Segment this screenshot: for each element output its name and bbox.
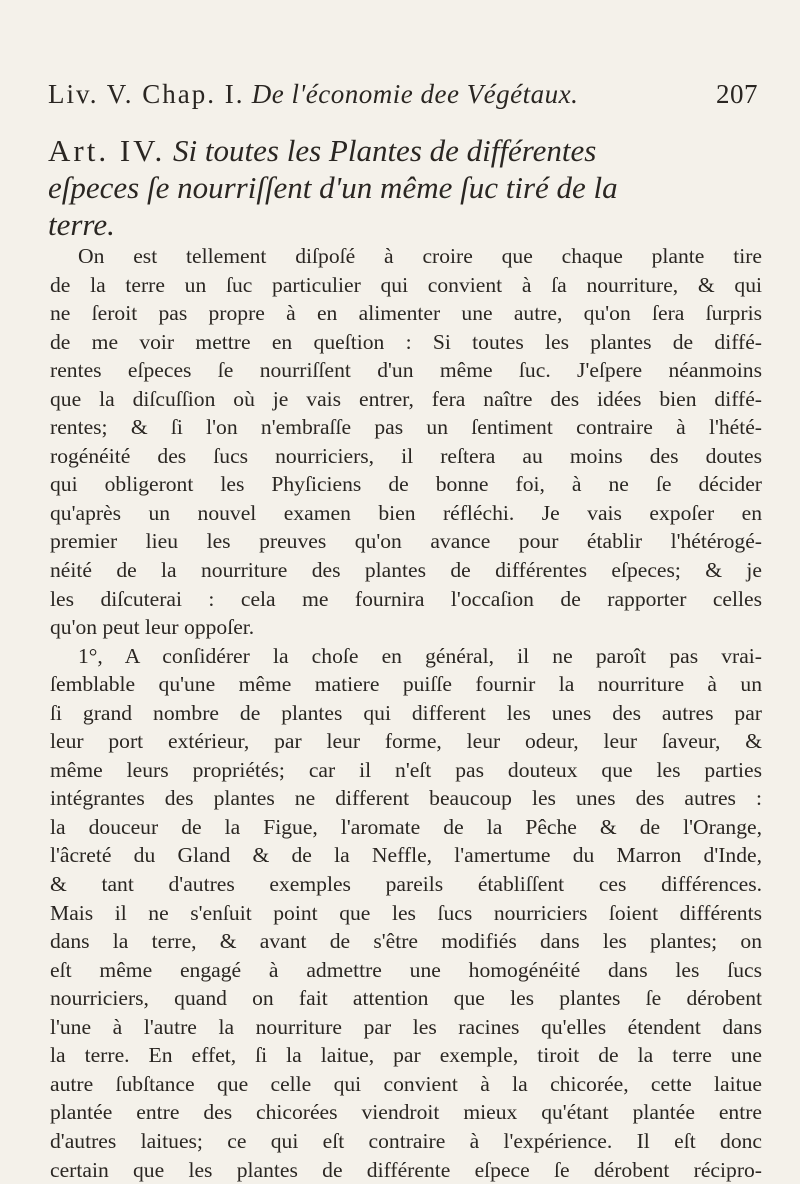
text-line: autre ſubſtance que celle qui convient à la chicorée, cette laitue (50, 1070, 762, 1099)
text-line: ne ſeroit pas propre à en alimenter une autre, qu'on ſera ſurpris (50, 299, 762, 328)
text-line: l'âcreté du Gland & de la Neffle, l'amertume du Marron d'Inde, (50, 841, 762, 870)
article-title-line: Si toutes les Plantes de différentes (173, 133, 596, 168)
text-line: leur port extérieur, par leur forme, leur odeur, leur ſaveur, & (50, 727, 762, 756)
text-line: que la diſcuſſion où je vais entrer, fera naître des idées bien diffé- (50, 385, 762, 414)
text-line: Mais il ne s'enſuit point que les ſucs nourriciers ſoient différents (50, 899, 762, 928)
article-title-line: eſpeces ſe nourriſſent d'un même ſuc tiré de la (48, 169, 768, 206)
article-label: Art. IV. (48, 133, 165, 168)
text-line: 1°, A conſidérer la choſe en général, il ne paroît pas vrai- (50, 642, 762, 671)
body-text (50, 242, 762, 1184)
text-line: eſt même engagé à admettre une homogénéité dans les ſucs (50, 956, 762, 985)
text-line: rentes; & ſi l'on n'embraſſe pas un ſentiment contraire à l'hété- (50, 413, 762, 442)
running-head-chapter: Liv. V. Chap. I. (48, 79, 245, 109)
text-line: la douceur de la Figue, l'aromate de la Pêche & de l'Orange, (50, 813, 762, 842)
text-line: même leurs propriétés; car il n'eſt pas douteux que les parties (50, 756, 762, 785)
text-line: & tant d'autres exemples pareils établiſſent ces différences. (50, 870, 762, 899)
article-title-line: terre. (48, 206, 768, 243)
text-line: rentes eſpeces ſe nourriſſent d'un même ſuc. J'eſpere néanmoins (50, 356, 762, 385)
text-line: nourriciers, quand on fait attention que les plantes ſe dérobent (50, 984, 762, 1013)
text-line: rogénéité des ſucs nourriciers, il reſtera au moins des doutes (50, 442, 762, 471)
article-heading-line-1 (48, 132, 768, 169)
text-line: dans la terre, & avant de s'être modifiés dans les plantes; on (50, 927, 762, 956)
text-line: la terre. En effet, ſi la laitue, par exemple, tiroit de la terre une (50, 1041, 762, 1070)
running-head-title: De l'économie dee Végétaux. (252, 79, 579, 109)
text-line: qu'après un nouvel examen bien réfléchi. Je vais expoſer en (50, 499, 762, 528)
text-line: qui obligeront les Phyſiciens de bonne foi, à ne ſe décider (50, 470, 762, 499)
text-line: premier lieu les preuves qu'on avance pour établir l'hétérogé- (50, 527, 762, 556)
text-line: l'une à l'autre la nourriture par les racines qu'elles étendent dans (50, 1013, 762, 1042)
text-line: On est tellement diſpoſé à croire que chaque plante tire (50, 242, 762, 271)
text-line: de la terre un ſuc particulier qui convient à ſa nourriture, & qui (50, 271, 762, 300)
text-line: néité de la nourriture des plantes de différentes eſpeces; & je (50, 556, 762, 585)
text-line: les diſcuterai : cela me fournira l'occaſion de rapporter celles (50, 585, 762, 614)
page-number: 207 (716, 76, 758, 112)
text-line: ſi grand nombre de plantes qui different les unes des autres par (50, 699, 762, 728)
text-line: ſemblable qu'une même matiere puiſſe fournir la nourriture à un (50, 670, 762, 699)
article-heading (48, 132, 768, 243)
running-head (48, 76, 758, 112)
text-line: plantée entre des chicorées viendroit mieux qu'étant plantée entre (50, 1098, 762, 1127)
text-line: de me voir mettre en queſtion : Si toutes les plantes de diffé- (50, 328, 762, 357)
text-line: qu'on peut leur oppoſer. (50, 613, 762, 642)
text-line: certain que les plantes de différente eſpece ſe dérobent récipro- (50, 1156, 762, 1184)
text-line: d'autres laitues; ce qui eſt contraire à l'expérience. Il eſt donc (50, 1127, 762, 1156)
text-line: intégrantes des plantes ne different beaucoup les unes des autres : (50, 784, 762, 813)
